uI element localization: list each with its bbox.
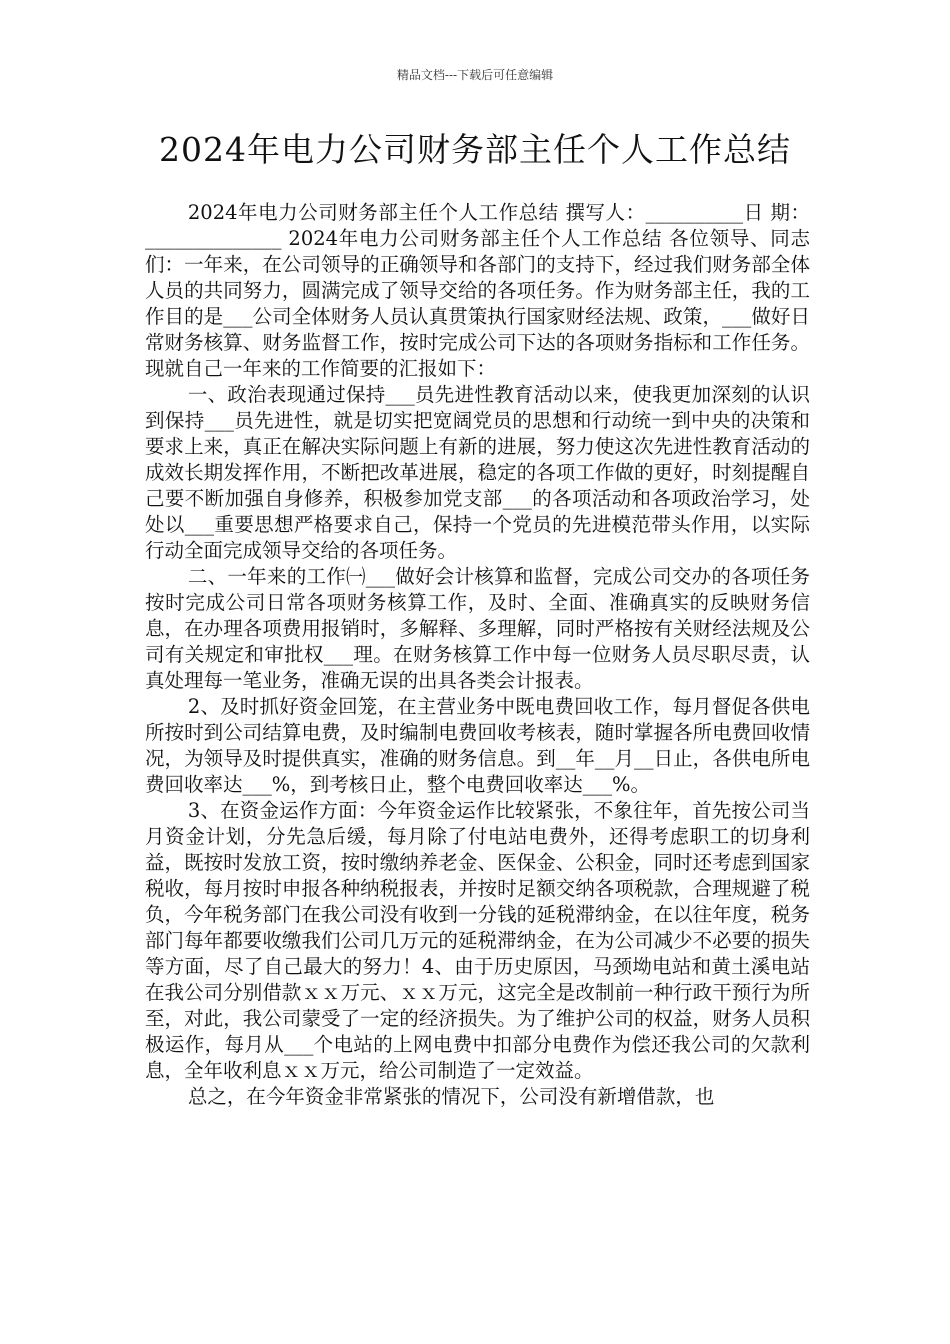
paragraph-political: 一、政治表现通过保持___员先进性教育活动以来，使我更加深刻的认识到保持___员先进性，就是切实把宽阔党员的思想和行动统一到中央的决策和要求上来，真正在解决实际问题上有新的进展，努力使这次先进性教育活动的成效长期发挥作用，不断把改革进展，稳定的各项工作做的更好，时刻提醒自己要不断加强自身修养，积极参加党支部___的各项活动和各项政治学习，处处以___重要思想严格要求自己，保持一个党员的先进模范带头作用，以实际行动全面完成领导交给的各项任务。 xyxy=(145,383,810,562)
paragraph-summary: 总之，在今年资金非常紧张的情况下，公司没有新增借款，也 xyxy=(187,1085,715,1108)
header-note: 精品文档---下载后可任意编辑 xyxy=(396,68,554,82)
paragraph-intro: 2024年电力公司财务部主任个人工作总结 撰写人：__________日 期：______________ 2024年电力公司财务部主任个人工作总结 各位领导、同志们：一年来，在公司领导的正确领导和各部门的支持下，经过我们财务部全体人员的共同努力，圆满完成了领导交给的各项任务。作为财务部主任，我的工作目的是___公司全体财务人员认真贯策执行国家财经法规、政策，___做好日常财务核算、财务监督工作，按时完成公司下达的各项财务指标和工作任务。现就自己一年来的工作简要的汇报如下： xyxy=(145,201,810,380)
document-title: 2024年电力公司财务部主任个人工作总结 xyxy=(159,130,791,169)
paragraph-fund-collection: 2、及时抓好资金回笼，在主营业务中既电费回收工作，每月督促各供电所按时到公司结算电费，及时编制电费回收考核表，随时掌握各所电费回收情况，为领导及时提供真实，准确的财务信息。到__年__月__日止，各供电所电费回收率达___%，到考核日止，整个电费回收率达___%。 xyxy=(145,695,810,796)
paragraph-fund-operation: 3、在资金运作方面：今年资金运作比较紧张，不象往年，首先按公司当月资金计划，分先急后缓，每月除了付电站电费外，还得考虑职工的切身利益，既按时发放工资，按时缴纳养老金、医保金、公积金，同时还考虑到国家税收，每月按时申报各种纳税报表，并按时足额交纳各项税款，合理规避了税负，今年税务部门在我公司没有收到一分钱的延税滞纳金，在以往年度，税务部门每年都要收缴我们公司几万元的延税滞纳金，在为公司减少不必要的损失等方面，尽了自己最大的努力！4、由于历史原因，马颈坳电站和黄土溪电站在我公司分别借款ｘｘ万元、ｘｘ万元，这完全是改制前一种行政干预行为所至，对此，我公司蒙受了一定的经济损失。为了维护公司的权益，财务人员积极运作，每月从___个电站的上网电费中扣部分电费作为偿还我公司的欠款利息，全年收利息ｘｘ万元，给公司制造了一定效益。 xyxy=(145,799,810,1082)
paragraph-work-accounting: 二、一年来的工作㈠___做好会计核算和监督，完成公司交办的各项任务按时完成公司日常各项财务核算工作，及时、全面、准确真实的反映财务信息，在办理各项费用报销时，多解释、多理解，同时严格按有关财经法规及公司有关规定和审批权___理。在财务核算工作中每一位财务人员尽职尽责，认真处理每一笔业务，准确无误的出具各类会计报表。 xyxy=(145,565,810,692)
document-body xyxy=(145,200,810,1110)
